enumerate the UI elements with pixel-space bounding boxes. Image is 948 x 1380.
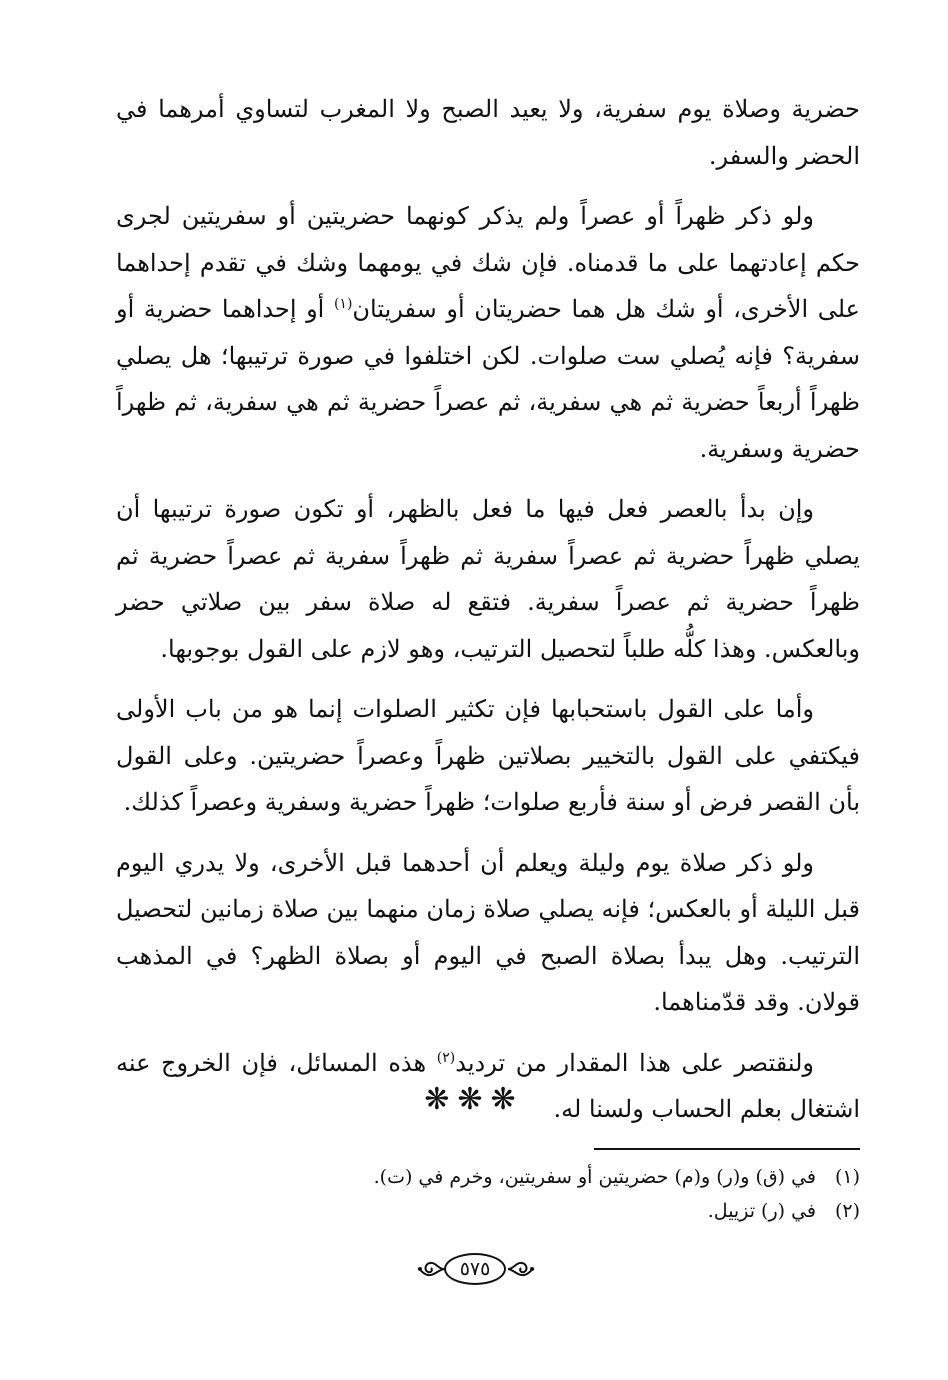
paragraph-2-text-b: أو إحداهما حضرية أو سفرية؟ فإنه يُصلي ست صلوات. لكن اختلفوا في صورة ترتيبها؛ هل يصلي ظهراً أربعاً حضرية ثم هي سفرية، ثم عصراً حضرية ثم هي سفرية، ثم ظهراً حضرية وسفرية. bbox=[116, 295, 860, 463]
page-number-ornament bbox=[414, 1250, 538, 1290]
footnote-divider bbox=[594, 1148, 860, 1150]
footnote-2 bbox=[116, 1194, 860, 1228]
paragraph-3 bbox=[116, 486, 860, 672]
main-text bbox=[116, 86, 860, 1147]
footnote-ref-2[interactable]: (٢) bbox=[436, 1049, 456, 1066]
footnote-1-text: في (ق) و(ر) و(م) حضريتين أو سفريتين، وخرم في (ت). bbox=[373, 1166, 816, 1188]
page-number: ٥٧٥ bbox=[444, 1253, 506, 1285]
paragraph-6-text-b: هذه المسائل، فإن الخروج عنه اشتغال بعلم الحساب ولسنا له. bbox=[116, 1048, 860, 1123]
footnote-2-number: (٢) bbox=[834, 1200, 860, 1222]
footnotes bbox=[116, 1160, 860, 1228]
footnote-ref-1[interactable]: (١) bbox=[333, 296, 353, 312]
paragraph-2-text-a: ولو ذكر ظهراً أو عصراً ولم يذكر كونهما حضريتين أو سفريتين لجرى حكم إعادتهما على ما قدمناه. فإن شك في يومهما وشك في تقدم إحداهما على الأخرى، أو شك هل هما حضريتان أو سفريتان bbox=[116, 202, 860, 323]
paragraph-1-text: حضرية وصلاة يوم سفرية، ولا يعيد الصبح ولا المغرب لتساوي أمرهما في الحضر والسفر. bbox=[116, 95, 860, 170]
footnote-1 bbox=[116, 1160, 860, 1194]
footnote-2-text: في (ر) تزييل. bbox=[707, 1200, 816, 1222]
paragraph-3-text: وإن بدأ بالعصر فعل فيها ما فعل بالظهر، أو تكون صورة ترتيبها أن يصلي ظهراً حضرية ثم عصراً سفرية ثم ظهراً سفرية ثم عصراً حضرية ثم ظهراً حضرية ثم عصراً سفرية. فتقع له صلاة سفر بين صلاتي حضر وبالعكس. وهذا كلُّه طلباً لتحصيل الترتيب، وهو لازم على القول بوجوبها. bbox=[116, 495, 860, 663]
paragraph-6-text-a: ولنقتصر على هذا المقدار من ترديد bbox=[455, 1048, 815, 1077]
paragraph-5 bbox=[116, 840, 860, 1026]
footnote-1-number: (١) bbox=[834, 1166, 860, 1188]
right-flourish-icon bbox=[506, 1256, 536, 1282]
paragraph-4-text: وأما على القول باستحبابها فإن تكثير الصلوات إنما هو من باب الأولى فيكتفي على القول بالتخيير بصلاتين ظهراً وعصراً حضريتين. وعلى القول بأن القصر فرض أو سنة فأربع صلوات؛ ظهراً حضرية وسفرية وعصراً كذلك. bbox=[116, 695, 860, 816]
section-ornament: ❋❋❋ bbox=[424, 1082, 524, 1117]
paragraph-4 bbox=[116, 686, 860, 826]
paragraph-5-text: ولو ذكر صلاة يوم وليلة ويعلم أن أحدهما قبل الأخرى، ولا يدري اليوم قبل الليلة أو بالعكس؛ فإنه يصلي صلاة زمان منهما بين صلاة زمانين لتحصيل الترتيب. وهل يبدأ بصلاة الصبح في اليوم أو بصلاة الظهر؟ في المذهب قولان. وقد قدّمناهما. bbox=[116, 848, 860, 1016]
paragraph-1 bbox=[116, 86, 860, 179]
left-flourish-icon bbox=[416, 1256, 446, 1282]
paragraph-2 bbox=[116, 193, 860, 472]
